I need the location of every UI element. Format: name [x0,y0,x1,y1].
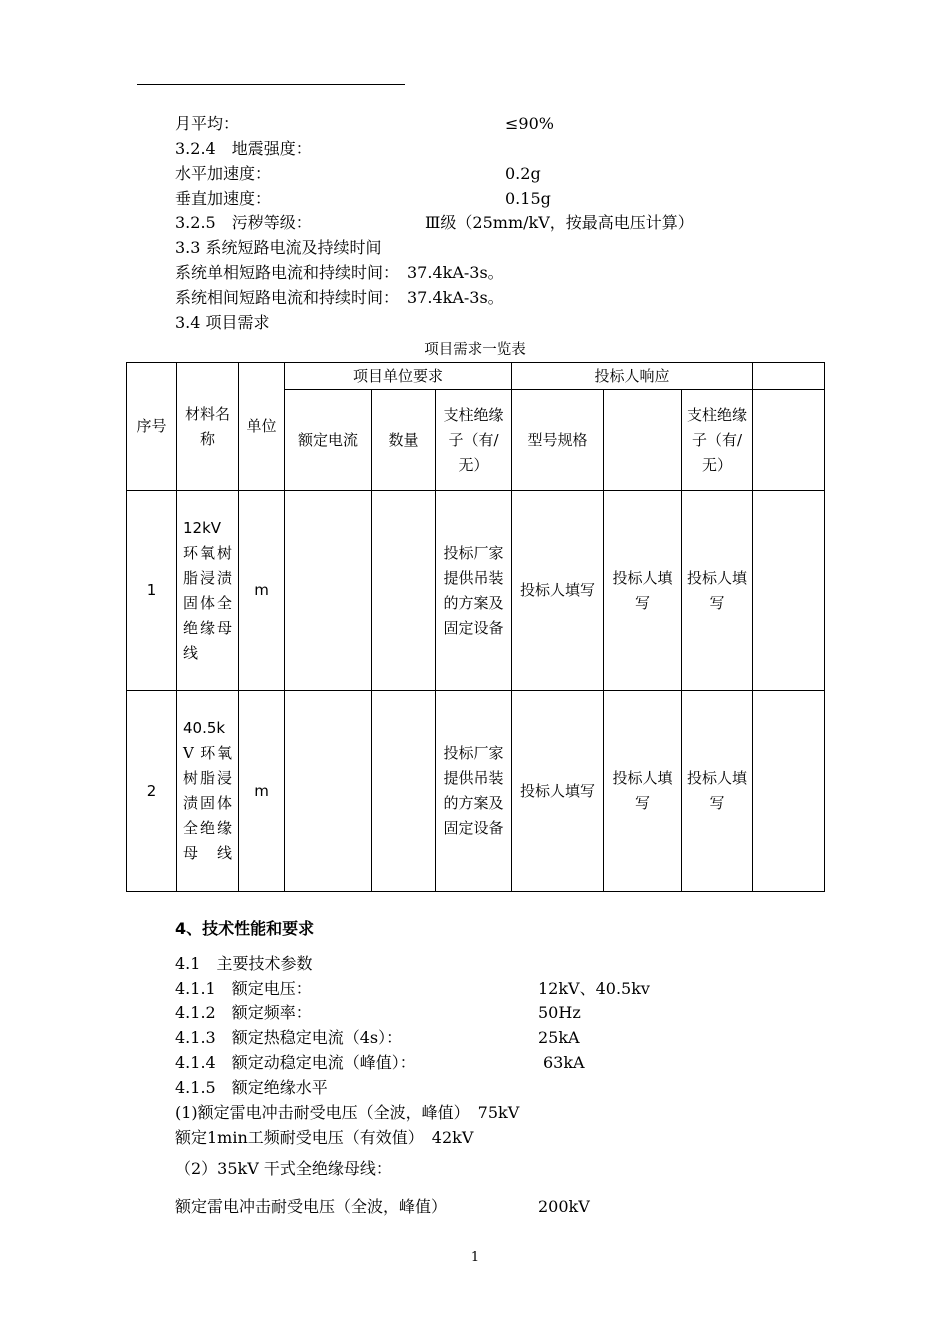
lightning-impulse-35kv-value: 200kV [538,1197,590,1216]
table-caption: 项目需求一览表 [424,342,526,358]
requirements-heading: 3.4 项目需求 [175,313,270,332]
row-model: 投标人填写 [512,491,604,691]
rated-voltage-label: 4.1.1 额定电压： [175,979,312,998]
row-extra [753,691,825,892]
main-params-heading: 4.1 主要技术参数 [175,954,313,973]
row-material-line1: 12kV [183,518,222,537]
power-freq-withstand: 额定1min工频耐受电压（有效值） 42kV [175,1128,474,1147]
header-unit: 单位 [239,363,285,491]
header-rated-current: 额定电流 [285,390,372,491]
header-insulator: 支柱绝缘子（有/无） [436,390,512,491]
row-seq: 2 [127,691,177,892]
lightning-impulse-35kv-label: 额定雷电冲击耐受电压（全波，峰值） [175,1197,448,1216]
row-blank-resp: 投标人填写 [604,491,682,691]
pollution-value: Ⅲ级（25mm/kV，按最高电压计算） [425,213,694,232]
row-rated-current [285,691,372,892]
table-row [127,491,825,691]
header-blank-resp [604,390,682,491]
row-model: 投标人填写 [512,691,604,892]
row-insulator: 投标厂家提供吊装的方案及固定设备 [436,491,512,691]
row-material [177,691,239,892]
insulation-level-heading: 4.1.5 额定绝缘水平 [175,1078,328,1097]
phase-phase-line: 系统相间短路电流和持续时间： 37.4kA-3s。 [175,288,504,307]
rated-freq-label: 4.1.2 额定频率： [175,1003,312,1022]
header-group-unit: 项目单位要求 [285,363,512,390]
row-insulator: 投标厂家提供吊装的方案及固定设备 [436,691,512,892]
section4-title: 4、技术性能和要求 [175,919,315,938]
header-blank-2 [753,390,825,491]
dynamic-current-label: 4.1.4 额定动稳定电流（峰值）： [175,1053,416,1072]
row-material-rest: V 环氧树脂浸渍固体全绝缘母线 [183,744,232,862]
vert-accel-value: 0.15g [505,189,551,208]
monthly-label: 月平均： [175,114,240,133]
row-material-rest: 环氧树脂浸渍固体全绝缘母线 [183,543,232,662]
horiz-accel-label: 水平加速度： [175,164,272,183]
header-quantity: 数量 [372,390,436,491]
thermal-current-value: 25kA [538,1028,580,1047]
table-row [127,691,825,892]
row-seq: 1 [127,491,177,691]
lightning-impulse-12kv: (1)额定雷电冲击耐受电压（全波，峰值） 75kV [175,1103,520,1122]
pollution-label: 3.2.5 污秽等级： [175,213,312,232]
rated-freq-value: 50Hz [538,1003,581,1022]
monthly-value: ≤90% [505,114,554,133]
dry-35kv-heading: （2）35kV 干式全绝缘母线： [175,1159,392,1178]
row-rated-current [285,491,372,691]
page-number: 1 [470,1250,480,1265]
row-insulator-resp: 投标人填写 [682,691,753,892]
vert-accel-label: 垂直加速度： [175,189,272,208]
header-insulator-resp: 支柱绝缘子（有/无） [682,390,753,491]
horiz-accel-value: 0.2g [505,164,541,183]
row-unit: m [239,491,285,691]
row-material-line1: 40.5k [183,719,226,737]
row-quantity [372,491,436,691]
thermal-current-label: 4.1.3 额定热稳定电流（4s）： [175,1028,403,1047]
row-blank-resp: 投标人填写 [604,691,682,892]
row-quantity [372,691,436,892]
header-model: 型号规格 [512,390,604,491]
header-group-bidder: 投标人响应 [512,363,753,390]
quake-heading: 3.2.4 地震强度： [175,139,312,158]
rated-voltage-value: 12kV、40.5kv [538,979,650,998]
dynamic-current-value: 63kA [543,1053,585,1072]
single-phase-line: 系统单相短路电流和持续时间： 37.4kA-3s。 [175,263,504,282]
row-unit: m [239,691,285,892]
short-circuit-heading: 3.3 系统短路电流及持续时间 [175,238,382,257]
row-material [177,491,239,691]
header-material: 材料名称 [177,363,239,491]
row-insulator-resp: 投标人填写 [682,491,753,691]
header-blank [753,363,825,390]
header-rule [137,84,405,85]
requirements-table [126,362,825,892]
header-seq: 序号 [127,363,177,491]
row-extra [753,491,825,691]
